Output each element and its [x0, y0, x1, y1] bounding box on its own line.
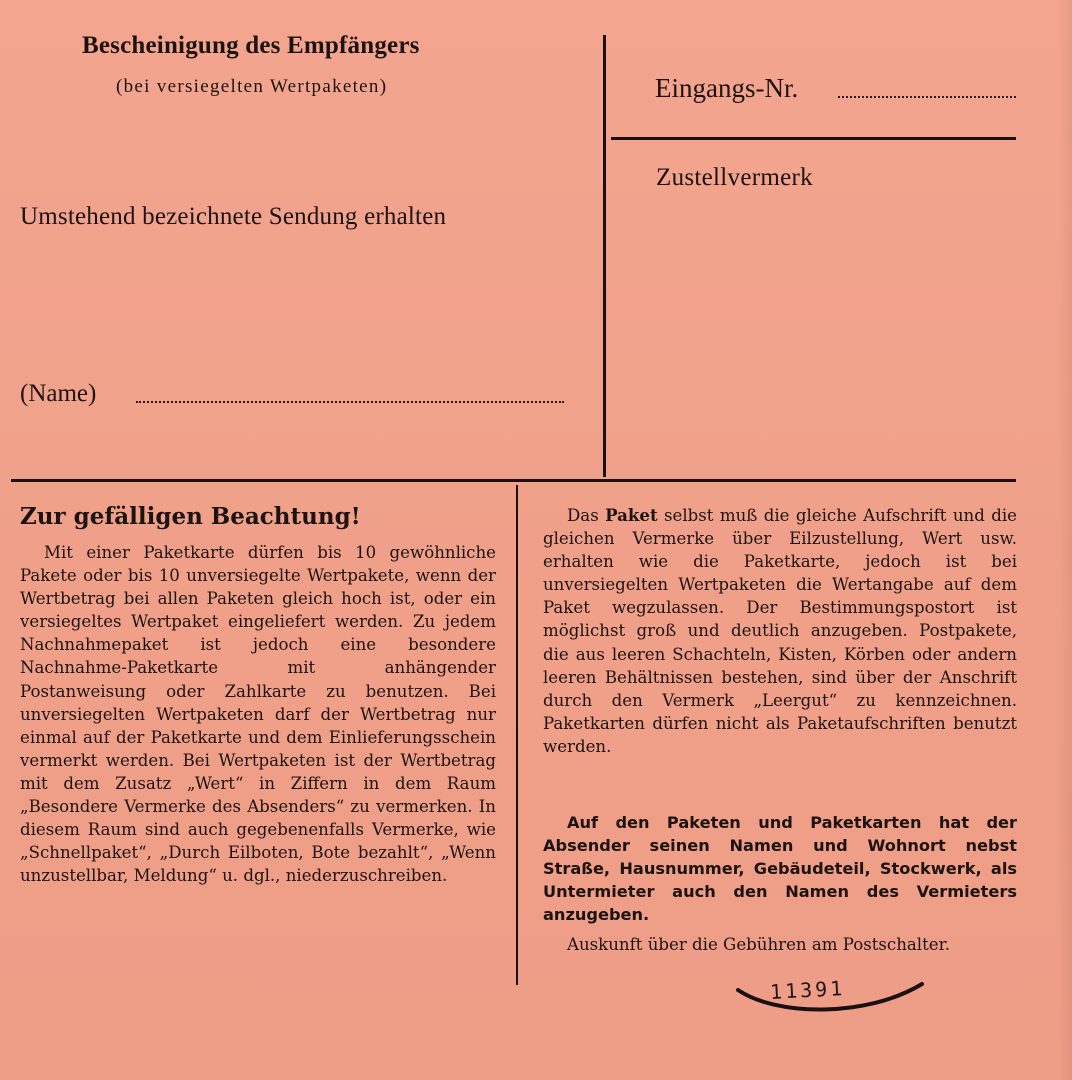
- bottom-column-divider: [516, 485, 518, 985]
- certificate-title: Bescheinigung des Empfängers: [82, 32, 420, 59]
- receipt-number-label: Eingangs-Nr.: [655, 73, 799, 103]
- instructions-paragraph-2: Auf den Paketen und Paketkarten hat der Absender seinen Namen und Wohnort nebst Straße, Hausnummer, Gebäudeteil, Stockwerk, als Untermieter auch den Namen des Vermieters anzugeben.: [543, 813, 1017, 925]
- instructions-paragraph-1: [543, 504, 1017, 758]
- certificate-subtitle: (bei versiegelten Wertpaketen): [116, 76, 388, 97]
- instructions-lead: Das: [567, 506, 599, 525]
- notice-body: Mit einer Paketkarte dürfen bis 10 gewöhnliche Pakete oder bis 10 unversiegelte Wertpakete, wenn der Wertbetrag bei allen Paketen gleich hoch ist, oder ein versiegeltes Wertpaket eingeliefert werden. Zu jedem Nachnahmepaket ist jedoch eine besondere Nachnahme-Paketkarte mit anhängender Postanweisung oder Zahlkarte zu benutzen. Bei unversiegelten Wertpaketen darf der Wertbetrag nur einmal auf der Paketkarte und dem Einlieferungsschein vermerkt werden. Bei Wertpaketen ist der Wertbetrag mit dem Zusatz „Wert“ in Ziffern in dem Raum „Besondere Vermerke des Absenders“ zu vermerken. In diesem Raum sind auch gegebenenfalls Vermerke, wie „Schnellpaket“, „Durch Eilboten, Bote bezahlt“, „Wenn unzustellbar, Meldung“ u. dgl., niederzuschreiben.: [20, 543, 496, 886]
- name-field-line[interactable]: [136, 401, 564, 403]
- card-edge-shadow: [1058, 0, 1072, 1080]
- instructions-paragraph-3: Auskunft über die Gebühren am Postschalter.: [567, 935, 950, 954]
- instructions-bold-word: Paket: [605, 505, 658, 525]
- notice-heading: Zur gefälligen Beachtung!: [20, 503, 361, 530]
- received-statement: Umstehend bezeichnete Sendung erhalten: [20, 203, 447, 230]
- delivery-note-label: Zustellvermerk: [656, 164, 813, 191]
- section-divider: [11, 479, 1016, 482]
- instructions-rest: selbst muß die gleiche Aufschrift und die gleichen Vermerke über Eilzustellung, Wert usw. erhalten wie die Paketkarte, jedoch ist bei unversiegelten Wertpaketen die Wertangabe auf dem Paket wegzulassen. Der Bestimmungspostort ist möglichst groß und deutlich anzugeben. Postpakete, die aus leeren Schachteln, Kisten, Körben oder andern leeren Behältnissen bestehen, sind über der Anschrift durch den Vermerk „Leergut“ zu kennzeichnen. Paketkarten dürfen nicht als Paketaufschriften benutzt werden.: [543, 506, 1017, 756]
- top-column-divider: [603, 35, 606, 477]
- receipt-number-divider: [611, 137, 1016, 140]
- name-label: (Name): [20, 380, 97, 407]
- receipt-number-field-line[interactable]: [838, 96, 1016, 98]
- stamp-number: 11391: [769, 976, 846, 1004]
